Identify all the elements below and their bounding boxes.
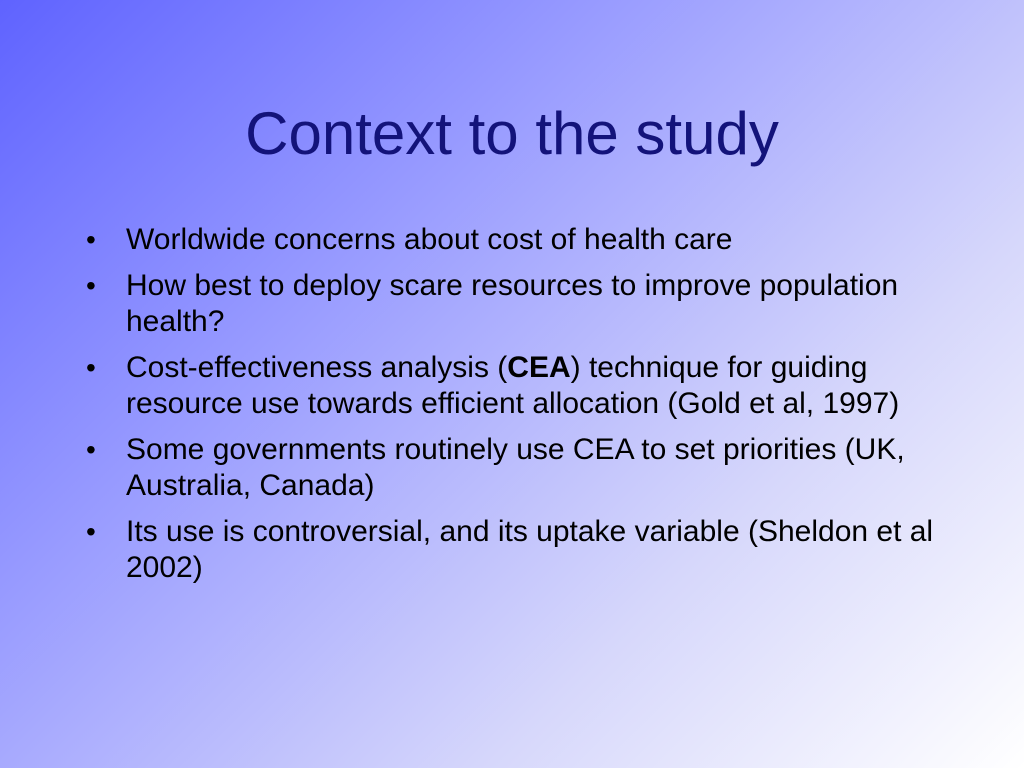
bullet-text-before: Cost-effectiveness analysis ( bbox=[126, 351, 508, 384]
bullet-item bbox=[86, 350, 986, 422]
bullet-text-after: ) technique for guiding resource use towards efficient allocation (Gold et al, 1997) bbox=[126, 351, 900, 420]
bullet-list bbox=[86, 222, 986, 596]
bullet-item bbox=[86, 432, 986, 504]
bullet-item bbox=[86, 268, 986, 340]
bullet-text: How best to deploy scare resources to improve population health? bbox=[126, 269, 899, 338]
bullet-text: Worldwide concerns about cost of health care bbox=[126, 223, 733, 256]
bullet-item bbox=[86, 222, 986, 258]
bullet-icon: • bbox=[86, 224, 96, 255]
bullet-icon: • bbox=[86, 352, 96, 383]
bullet-icon: • bbox=[86, 434, 96, 465]
bullet-item bbox=[86, 514, 986, 586]
slide-title: Context to the study bbox=[245, 100, 779, 167]
bullet-icon: • bbox=[86, 270, 96, 301]
bullet-text: Some governments routinely use CEA to set priorities (UK, Australia, Canada) bbox=[126, 433, 905, 502]
bullet-bold-term: CEA bbox=[507, 351, 571, 384]
bullet-text: Its use is controversial, and its uptake variable (Sheldon et al 2002) bbox=[126, 515, 934, 584]
bullet-icon: • bbox=[86, 516, 96, 547]
